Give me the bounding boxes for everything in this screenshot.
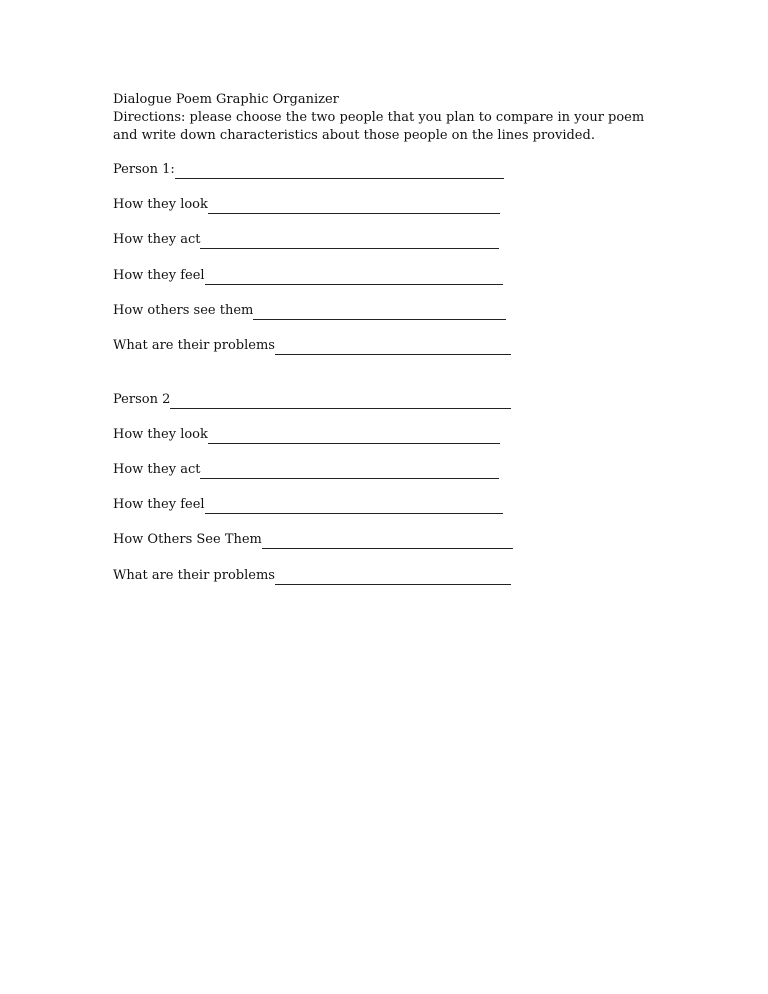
person1-act-line[interactable] <box>200 235 499 249</box>
person2-others-line[interactable] <box>262 535 513 549</box>
person2-problems-label: What are their problems <box>113 568 275 583</box>
person1-act-label: How they act <box>113 232 201 247</box>
person1-look-label: How they look <box>113 197 208 212</box>
person2-feel-line[interactable] <box>205 500 503 514</box>
document-title: Dialogue Poem Graphic Organizer <box>113 92 339 107</box>
person2-look-line[interactable] <box>208 430 500 444</box>
person1-feel-line[interactable] <box>205 271 503 285</box>
person1-feel-field[interactable] <box>113 267 503 285</box>
person2-feel-label: How they feel <box>113 497 205 512</box>
person2-others-field[interactable] <box>113 531 513 549</box>
person2-feel-field[interactable] <box>113 496 503 514</box>
person2-problems-field[interactable] <box>113 567 511 585</box>
person1-others-line[interactable] <box>253 306 506 320</box>
person1-problems-label: What are their problems <box>113 338 275 353</box>
person1-act-field[interactable] <box>113 231 499 249</box>
directions-line-2: and write down characteristics about those people on the lines provided. <box>113 128 595 143</box>
person1-others-field[interactable] <box>113 302 506 320</box>
person2-act-field[interactable] <box>113 461 499 479</box>
person1-name-field[interactable] <box>113 161 504 179</box>
person1-others-label: How others see them <box>113 303 254 318</box>
document-page <box>113 91 653 583</box>
person2-act-label: How they act <box>113 462 201 477</box>
person2-problems-line[interactable] <box>275 571 511 585</box>
person2-act-line[interactable] <box>200 465 499 479</box>
person2-look-label: How they look <box>113 427 208 442</box>
person1-name-line[interactable] <box>175 165 504 179</box>
person2-look-field[interactable] <box>113 426 500 444</box>
person2-name-field[interactable] <box>113 391 511 409</box>
person1-problems-line[interactable] <box>275 341 511 355</box>
person1-heading: Person 1: <box>113 162 175 177</box>
person2-name-line[interactable] <box>170 395 511 409</box>
person2-others-label: How Others See Them <box>113 532 262 547</box>
person1-look-line[interactable] <box>208 200 500 214</box>
person1-problems-field[interactable] <box>113 337 511 355</box>
person2-heading: Person 2 <box>113 392 171 407</box>
person1-feel-label: How they feel <box>113 268 205 283</box>
directions-line-1: Directions: please choose the two people that you plan to compare in your poem <box>113 110 645 125</box>
person1-look-field[interactable] <box>113 196 500 214</box>
